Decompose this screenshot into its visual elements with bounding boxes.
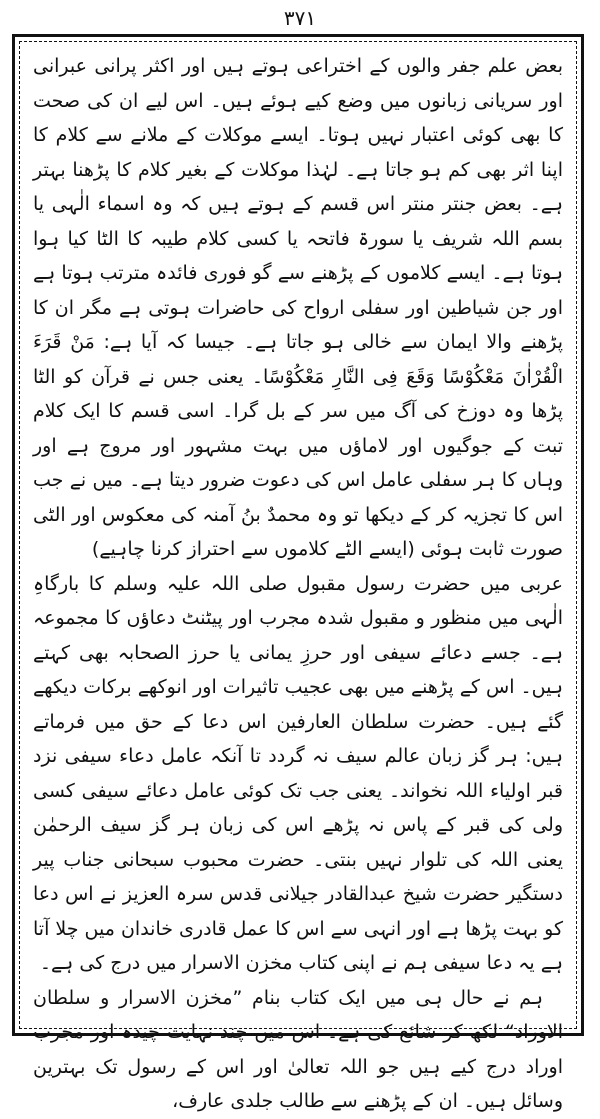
paragraph-1: بعض علم جفر والوں کے اختراعی ہوتے ہیں اور اکثر پرانی عبرانی اور سریانی زبانوں میں وضع کیے ہوئے ہیں۔ اس لیے ان کی صحت کا بھی کوئی اعتبار نہیں ہوتا۔ ایسے موکلات کے ملانے سے کلام کا اپنا اثر بھی کم ہو جاتا ہے۔ لہٰذا موکلات کے بغیر کلام کا پڑھنا بہتر ہے۔ بعض جنتر منتر اس قسم کے ہوتے ہیں کہ وہ اسماء الٰہی یا بسم اللہ شریف یا سورۃ فاتحہ یا کسی کلام طیبہ کا الٹا کیا ہوا ہوتا ہے۔ ایسے کلاموں کے پڑھنے سے گو فوری فائدہ مترتب ہوتا ہے اور جن شیاطین اور سفلی ارواح کی حاضرات ہوتی ہے مگر ان کا پڑھنے والا ایمان سے خالی ہو جاتا ہے۔ جیسا کہ آیا ہے: مَنْ قَرَءَ الْقُرْاٰنَ مَعْکُوْسًا وَقَعَ فِی النَّارِ مَعْکُوْسًا۔ یعنی جس نے قرآن کو الٹا پڑھا وہ دوزخ کی آگ میں سر کے بل گرا۔ اسی قسم کا ایک کلام تبت کے جوگیوں اور لاماؤں میں بہت مشہور اور مروج ہے اور وہاں کا ہر سفلی عامل اس کی دعوت ضرور دیتا ہے۔ میں نے جب اس کا تجزیہ کر کے دیکھا تو وہ محمدٌ بنُ آمنہ کی معکوس اور الٹی صورت ثابت ہوئی (ایسے الٹے کلاموں سے احتراز کرنا چاہیے) — [33, 55, 563, 560]
page-number: ۳۷۱ — [283, 6, 317, 30]
page-border — [12, 34, 584, 1112]
paragraph-3: ہم نے حال ہی میں ایک کتاب بنام ”مخزن الاسرار و سلطان الاوراد“ لکھ کر شائع کی ہے۔ اس میں چند نہایت چیدہ اور مجرب اوراد درج کیے ہیں جو اللہ تعالیٰ اور اس کے رسول تک بہترین وسائل ہیں۔ ان کے پڑھنے سے طالب جلدی عارف، — [33, 986, 563, 1112]
page-body-text — [33, 49, 563, 1112]
paragraph-2: عربی میں حضرت رسول مقبول صلی اللہ علیہ وسلم کا بارگاہِ الٰہی میں منظور و مقبول شدہ مجرب اور پیٹنٹ دعاؤں کا مجموعہ ہے۔ جسے دعائے سیفی اور حرزِ یمانی یا حرز الصحابہ بھی کہتے ہیں۔ اس کے پڑھنے میں بھی عجیب تاثیرات اور انوکھے برکات دیکھے گئے ہیں۔ حضرت سلطان العارفین اس دعا کے حق میں فرماتے ہیں: ہر گز زبان عالم سیف نہ گردد تا آنکہ عامل دعاء سیفی نزد قبر اولیاء اللہ نخواند۔ یعنی جب تک کوئی عامل دعائے سیفی کسی ولی کی قبر کے پاس نہ پڑھے اس کی زبان ہر گز سیف الرحمٰن یعنی اللہ کی تلوار نہیں بنتی۔ حضرت محبوب سبحانی جناب پیر دستگیر حضرت شیخ عبدالقادر جیلانی قدس سرہ العزیز نے اس دعا کو بہت پڑھا ہے اور انہی سے اس کا عمل قادری خاندان میں چلا آتا ہے یہ دعا سیفی ہم نے اپنی کتاب مخزن الاسرار میں درج کی ہے۔ — [33, 572, 563, 974]
